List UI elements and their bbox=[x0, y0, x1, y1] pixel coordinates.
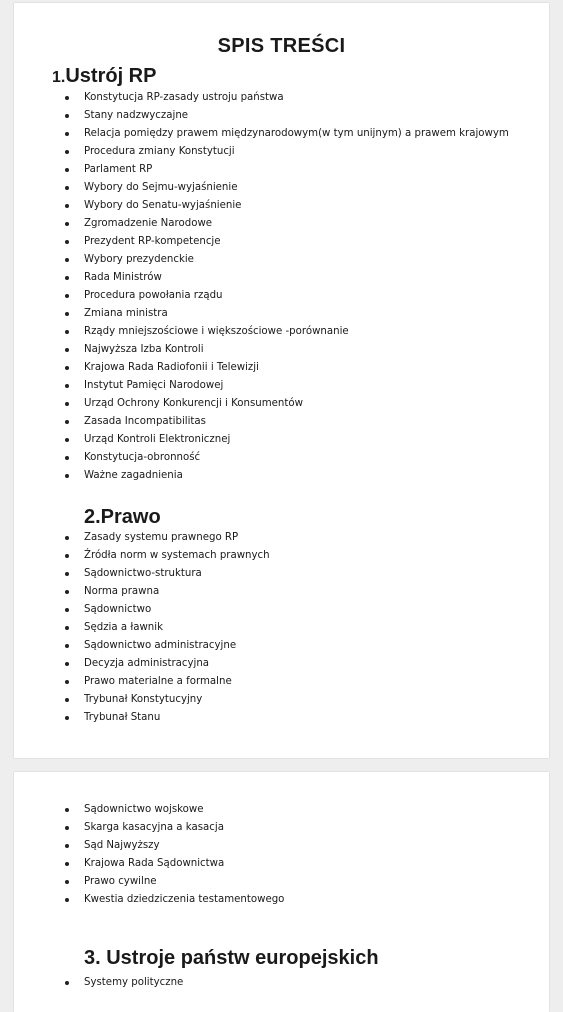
toc-item: Stany nadzwyczajne bbox=[64, 107, 509, 125]
toc-item: Zmiana ministra bbox=[64, 305, 509, 323]
toc-item: Rada Ministrów bbox=[64, 269, 509, 287]
toc-item: Prawo materialne a formalne bbox=[64, 673, 270, 691]
toc-item: Norma prawna bbox=[64, 583, 270, 601]
toc-item: Sądownictwo bbox=[64, 601, 270, 619]
toc-list-prawo bbox=[64, 529, 270, 727]
toc-item: Wybory do Sejmu-wyjaśnienie bbox=[64, 179, 509, 197]
toc-item: Prawo cywilne bbox=[64, 873, 284, 891]
toc-item: Zasada Incompatibilitas bbox=[64, 413, 509, 431]
toc-item: Urząd Ochrony Konkurencji i Konsumentów bbox=[64, 395, 509, 413]
toc-list-prawo-continued bbox=[64, 801, 284, 909]
section-heading-ustroje-panstw: 3. Ustroje państw europejskich bbox=[84, 947, 379, 969]
document-page-2 bbox=[14, 772, 549, 1012]
toc-item: Relacja pomiędzy prawem międzynarodowym(w tym unijnym) a prawem krajowym bbox=[64, 125, 509, 143]
toc-item: Wybory prezydenckie bbox=[64, 251, 509, 269]
document-title: SPIS TREŚCI bbox=[217, 35, 346, 57]
toc-list-ustroje-panstw bbox=[64, 974, 183, 992]
toc-item: Ważne zagadnienia bbox=[64, 467, 509, 485]
toc-item: Sędzia a ławnik bbox=[64, 619, 270, 637]
toc-item: Najwyższa Izba Kontroli bbox=[64, 341, 509, 359]
toc-item: Zgromadzenie Narodowe bbox=[64, 215, 509, 233]
toc-item: Trybunał Konstytucyjny bbox=[64, 691, 270, 709]
toc-item: Instytut Pamięci Narodowej bbox=[64, 377, 509, 395]
toc-item: Skarga kasacyjna a kasacja bbox=[64, 819, 284, 837]
toc-item: Procedura powołania rządu bbox=[64, 287, 509, 305]
section-heading-ustroj-rp bbox=[52, 65, 156, 88]
toc-item: Prezydent RP-kompetencje bbox=[64, 233, 509, 251]
toc-item: Krajowa Rada Sądownictwa bbox=[64, 855, 284, 873]
section-number: 1. bbox=[52, 69, 66, 86]
toc-item: Konstytucja RP-zasady ustroju państwa bbox=[64, 89, 509, 107]
toc-item: Konstytucja-obronność bbox=[64, 449, 509, 467]
toc-item: Krajowa Rada Radiofonii i Telewizji bbox=[64, 359, 509, 377]
section-heading-prawo: 2.Prawo bbox=[84, 506, 161, 528]
toc-item: Sądownictwo administracyjne bbox=[64, 637, 270, 655]
toc-item: Sądownictwo-struktura bbox=[64, 565, 270, 583]
toc-item: Decyzja administracyjna bbox=[64, 655, 270, 673]
toc-item: Sądownictwo wojskowe bbox=[64, 801, 284, 819]
toc-item: Kwestia dziedziczenia testamentowego bbox=[64, 891, 284, 909]
toc-item: Źródła norm w systemach prawnych bbox=[64, 547, 270, 565]
toc-item: Rządy mniejszościowe i większościowe -porównanie bbox=[64, 323, 509, 341]
toc-item: Systemy polityczne bbox=[64, 974, 183, 992]
document-page-1 bbox=[14, 3, 549, 758]
toc-item: Wybory do Senatu-wyjaśnienie bbox=[64, 197, 509, 215]
section-title: Ustrój RP bbox=[65, 65, 157, 87]
toc-item: Parlament RP bbox=[64, 161, 509, 179]
toc-item: Sąd Najwyższy bbox=[64, 837, 284, 855]
toc-list-ustroj-rp bbox=[64, 89, 509, 485]
toc-item: Zasady systemu prawnego RP bbox=[64, 529, 270, 547]
toc-item: Urząd Kontroli Elektronicznej bbox=[64, 431, 509, 449]
toc-item: Trybunał Stanu bbox=[64, 709, 270, 727]
toc-item: Procedura zmiany Konstytucji bbox=[64, 143, 509, 161]
